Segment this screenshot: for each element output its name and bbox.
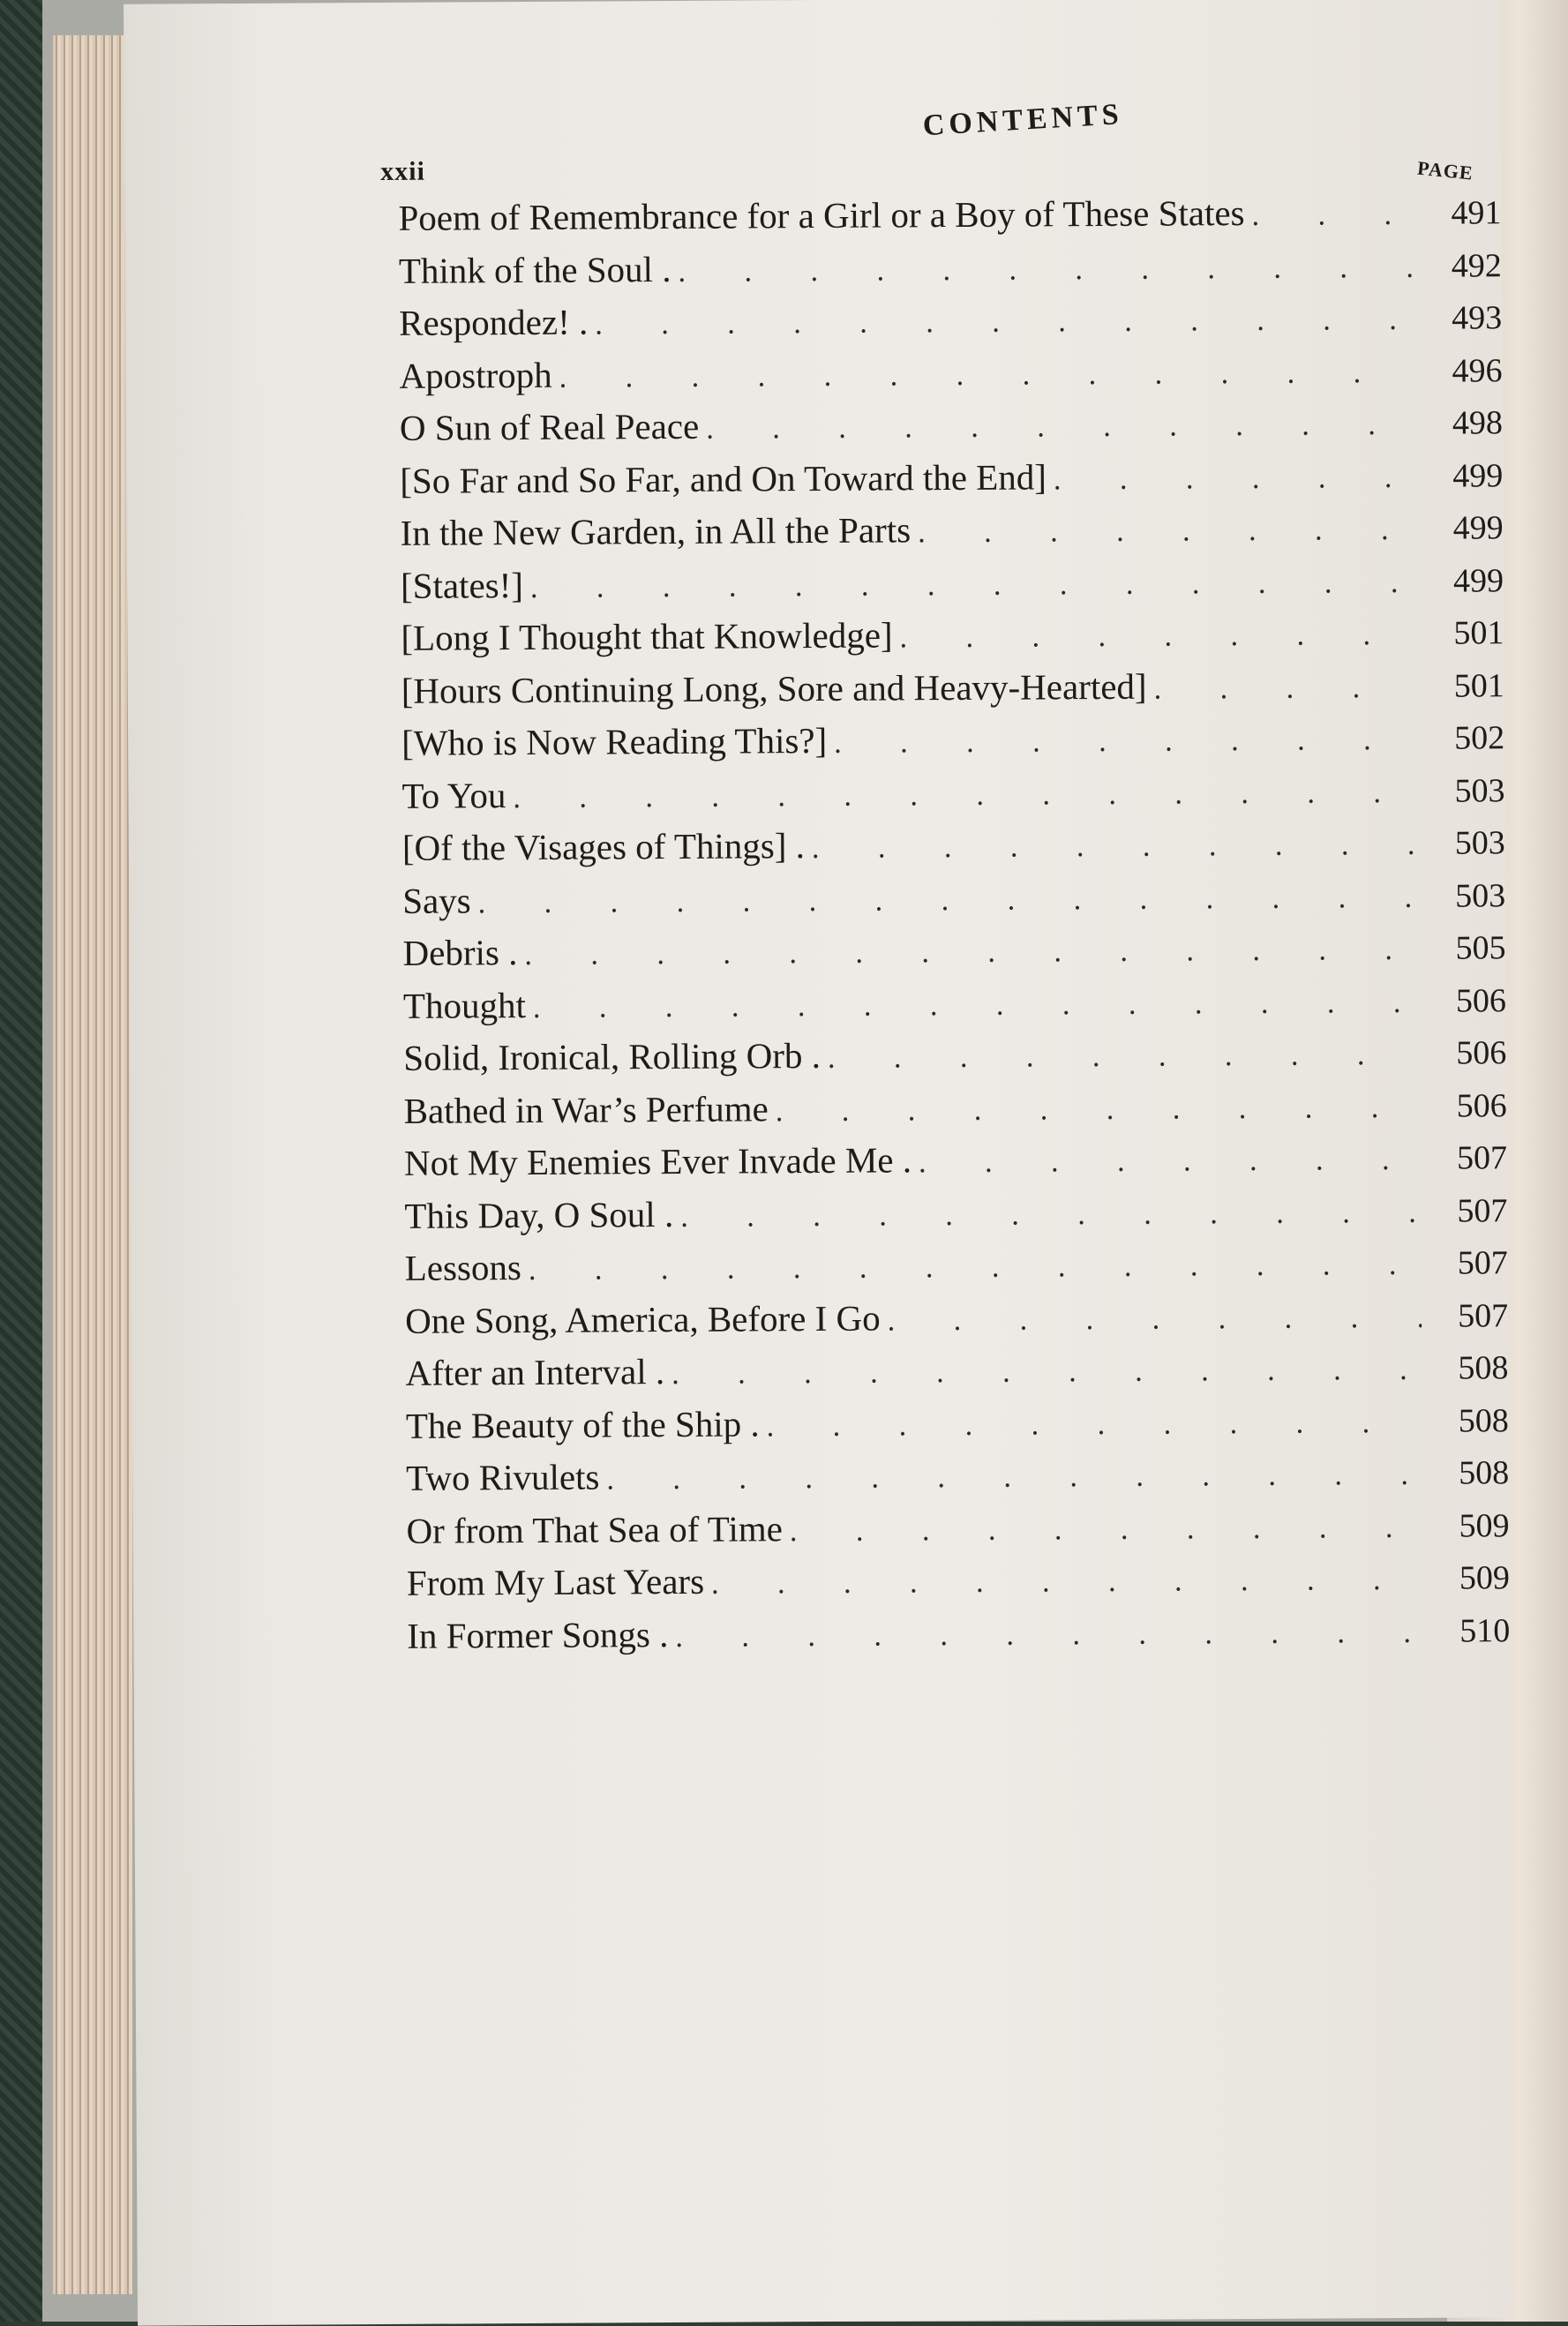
toc-entry <box>399 243 1502 302</box>
toc-entry <box>401 610 1504 669</box>
dot-leader <box>888 1301 1422 1338</box>
toc-entry <box>405 1345 1508 1404</box>
toc-entry-title: Apostroph <box>399 354 552 396</box>
toc-entry-title: Two Rivulets <box>406 1456 600 1498</box>
toc-entry-page-number: 493 <box>1452 299 1503 337</box>
toc-entry-page-number: 509 <box>1459 1559 1511 1597</box>
toc-entry <box>402 820 1505 879</box>
toc-entry <box>401 715 1504 774</box>
toc-entry-title: [Long I Thought that Knowledge] <box>401 614 893 658</box>
dot-leader <box>595 304 1415 342</box>
toc-entry-title: In the New Garden, in All the Parts <box>400 509 912 553</box>
toc-entry-page-number: 501 <box>1453 666 1504 705</box>
toc-entry-page-number: 503 <box>1454 771 1505 810</box>
toc-entry <box>402 925 1505 984</box>
toc-entry <box>404 1083 1507 1142</box>
toc-entry <box>406 1503 1509 1562</box>
toc-entry <box>405 1293 1508 1352</box>
toc-entry-page-number: 503 <box>1455 876 1506 915</box>
toc-entry-title: [So Far and So Far, and On Toward the End] <box>400 455 1047 501</box>
toc-entry-page-number: 510 <box>1459 1611 1511 1650</box>
dot-leader <box>606 1459 1422 1497</box>
toc-entry-page-number: 507 <box>1457 1296 1509 1335</box>
toc-entry-page-number: 503 <box>1454 824 1505 862</box>
toc-entry <box>400 453 1503 512</box>
toc-entry-page-number: 508 <box>1458 1349 1509 1387</box>
toc-entry-page-number: 501 <box>1453 614 1504 652</box>
toc-entry-title: Not My Enemies Ever Invade Me . <box>403 1139 912 1183</box>
toc-entry-page-number: 502 <box>1453 719 1505 757</box>
dot-leader <box>529 1249 1422 1287</box>
toc-entry-page-number: 506 <box>1456 1086 1507 1125</box>
toc-entry-page-number: 508 <box>1458 1401 1509 1440</box>
dot-leader <box>828 1039 1421 1076</box>
toc-entry-title: The Beauty of the Ship . <box>405 1402 760 1446</box>
dot-leader <box>533 986 1420 1024</box>
toc-entry-page-number: 492 <box>1451 246 1502 285</box>
toc-entry-page-number: 498 <box>1452 404 1504 442</box>
page-stack-edge <box>53 35 132 2294</box>
dot-leader <box>918 514 1417 550</box>
dot-leader <box>812 829 1419 866</box>
toc-entry <box>407 1555 1510 1614</box>
toc-entry-page-number: 491 <box>1451 194 1502 232</box>
toc-entry-page-number: 507 <box>1456 1139 1508 1177</box>
dot-leader <box>1154 671 1418 706</box>
toc-entry-title: [Hours Continuing Long, Sore and Heavy-Hearted] <box>401 665 1147 711</box>
toc-entry-title: Poem of Remembrance for a Girl or a Boy of These States <box>398 192 1245 238</box>
toc-entry-title: Solid, Ironical, Rolling Orb . <box>403 1034 822 1078</box>
dot-leader <box>790 1511 1423 1548</box>
toc-entry-title: Bathed in War’s Perfume <box>403 1087 769 1131</box>
toc-entry-page-number: 508 <box>1459 1454 1510 1492</box>
toc-entry-title: Says <box>402 879 471 921</box>
toc-entry <box>407 1608 1510 1667</box>
toc-entry-title: Debris . <box>402 932 518 973</box>
dot-leader <box>711 1564 1423 1602</box>
page-folio: xxii <box>380 156 425 186</box>
toc-entry <box>404 1188 1507 1247</box>
toc-entry <box>406 1450 1509 1509</box>
toc-entry-title: O Sun of Real Peace <box>399 405 700 448</box>
dot-leader <box>478 881 1420 920</box>
dot-leader <box>680 1196 1421 1234</box>
toc-entry-page-number: 506 <box>1456 1034 1507 1072</box>
table-of-contents <box>398 190 1510 1667</box>
toc-entry-page-number: 505 <box>1455 929 1506 967</box>
dot-leader <box>559 356 1416 394</box>
toc-entry-title: [Who is Now Reading This?] <box>401 719 828 763</box>
toc-entry-page-number: 499 <box>1452 456 1504 495</box>
toc-entry <box>401 663 1504 722</box>
toc-entry <box>399 295 1502 354</box>
toc-entry-page-number: 496 <box>1452 351 1503 390</box>
dot-leader <box>834 724 1418 761</box>
toc-entry-title: This Day, O Soul . <box>404 1193 674 1236</box>
dot-leader <box>1251 199 1414 233</box>
dot-leader <box>530 566 1417 604</box>
toc-entry-page-number: 507 <box>1457 1191 1508 1230</box>
dot-leader <box>767 1406 1422 1444</box>
toc-entry-title: To You <box>401 774 506 816</box>
page-column-label: PAGE <box>1416 156 1474 184</box>
toc-entry <box>404 1135 1507 1194</box>
dot-leader <box>776 1091 1421 1128</box>
dot-leader <box>524 934 1419 972</box>
dot-leader <box>919 1144 1421 1180</box>
toc-entry-page-number: 499 <box>1452 509 1504 547</box>
toc-entry-page-number: 509 <box>1459 1506 1510 1545</box>
dot-leader <box>675 1616 1423 1654</box>
toc-entry <box>401 558 1504 617</box>
toc-entry <box>403 1030 1506 1089</box>
toc-entry <box>406 1398 1509 1457</box>
toc-entry-page-number: 499 <box>1452 561 1504 600</box>
page-heading: CONTENTS <box>921 97 1124 143</box>
toc-entry <box>399 348 1502 407</box>
toc-entry-title: From My Last Years <box>406 1560 705 1603</box>
toc-entry <box>405 1240 1508 1299</box>
toc-entry-title: [Of the Visages of Things] . <box>401 825 806 868</box>
toc-entry-title: Or from That Sea of Time <box>406 1507 784 1551</box>
toc-entry <box>401 768 1504 827</box>
toc-entry-title: Respondez! . <box>399 301 589 343</box>
toc-entry-title: Thought <box>402 984 527 1026</box>
toc-entry <box>403 978 1506 1037</box>
toc-entry-title: One Song, America, Before I Go <box>404 1297 881 1341</box>
toc-entry-page-number: 507 <box>1457 1244 1508 1282</box>
toc-entry <box>402 873 1505 932</box>
toc-entry-title: After an Interval . <box>405 1351 665 1393</box>
toc-entry-title: Lessons <box>404 1247 522 1288</box>
toc-entry-title: Think of the Soul . <box>398 248 671 291</box>
toc-entry-title: In Former Songs . <box>407 1613 669 1656</box>
toc-entry <box>400 400 1503 459</box>
dot-leader <box>513 776 1418 814</box>
dot-leader <box>706 409 1416 446</box>
dot-leader <box>899 619 1417 656</box>
dot-leader <box>671 1354 1422 1392</box>
contents-page <box>124 0 1514 2326</box>
toc-entry-title: [States!] <box>400 564 524 606</box>
dot-leader <box>678 251 1415 289</box>
dot-leader <box>1054 461 1417 497</box>
toc-entry <box>398 190 1501 249</box>
toc-entry <box>401 505 1504 564</box>
toc-entry-page-number: 506 <box>1455 981 1507 1020</box>
